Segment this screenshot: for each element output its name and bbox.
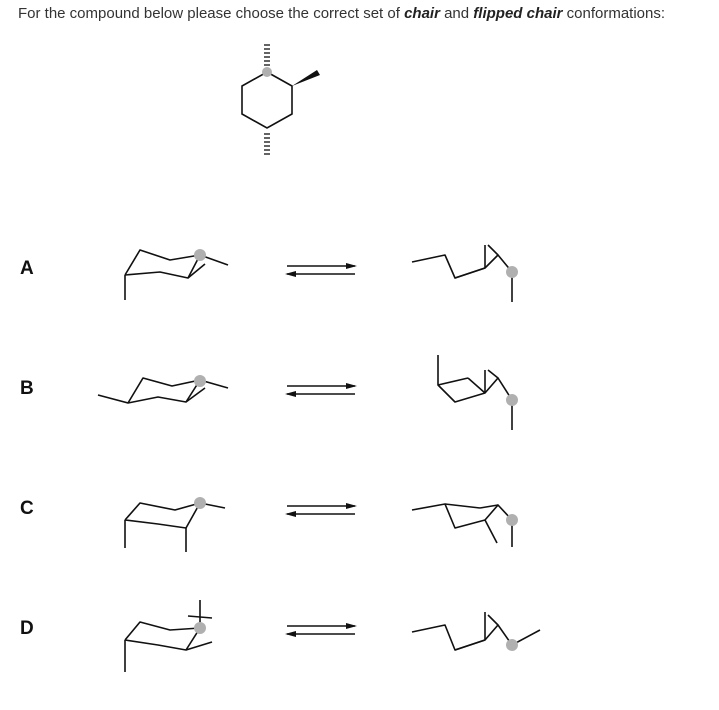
question-text xyxy=(18,5,665,22)
hashed-bond-top xyxy=(264,45,270,65)
option-c-flipped-chair[interactable] xyxy=(405,490,535,555)
option-label-c[interactable]: C xyxy=(20,498,34,519)
option-label-a[interactable]: A xyxy=(20,258,34,279)
question-and: and xyxy=(439,5,474,22)
equilibrium-arrow-c xyxy=(285,500,360,520)
equilibrium-arrow-b xyxy=(285,380,360,400)
option-b-flipped-chair[interactable] xyxy=(425,345,535,435)
highlight-atom-top xyxy=(262,67,272,77)
option-a-flipped-chair[interactable] xyxy=(405,235,535,315)
option-label-d[interactable]: D xyxy=(20,618,34,639)
cyclohexane-ring xyxy=(242,72,292,128)
option-b-chair[interactable] xyxy=(95,360,235,440)
question-prefix: For the compound below please choose the correct set of xyxy=(18,5,405,22)
equilibrium-arrow-d xyxy=(285,620,360,640)
equilibrium-arrow-a xyxy=(285,260,360,280)
option-d-flipped-chair[interactable] xyxy=(405,600,545,665)
question-chair-term: chair xyxy=(404,5,440,22)
option-c-chair[interactable] xyxy=(115,485,235,560)
wedge-bond xyxy=(292,70,320,86)
question-suffix: conformations: xyxy=(562,5,666,22)
option-label-b[interactable]: B xyxy=(20,378,34,399)
compound-structure xyxy=(225,40,335,170)
option-d-chair[interactable] xyxy=(115,595,235,680)
hashed-bond-bottom xyxy=(264,134,270,154)
question-flipped-chair-term: flipped chair xyxy=(473,5,563,22)
option-a-chair[interactable] xyxy=(110,240,240,320)
